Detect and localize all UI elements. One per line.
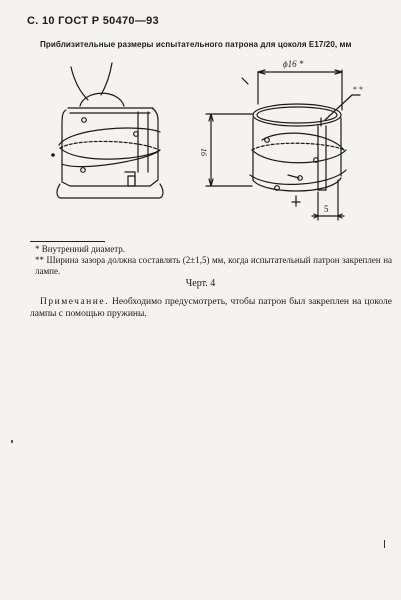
figure-number: Черт. 4 bbox=[185, 278, 216, 289]
socket-drawing bbox=[0, 0, 401, 240]
footnote-gap-width: ** Ширина зазора должна составлять (2±1,5) мм, когда испытательный патрон закреплен на лампе. bbox=[35, 255, 392, 276]
margin-mark bbox=[384, 540, 385, 548]
figure-caption: Приблизительные размеры испытательного патрона для цоколя Е17/20, мм bbox=[40, 40, 352, 49]
note-text: Необходимо предусмотреть, чтобы патрон был закреплен на цоколе лампы с помощью пружины. bbox=[30, 297, 392, 319]
note-label: Примечание. bbox=[40, 297, 109, 307]
gap-dimension-label: 5 bbox=[324, 204, 329, 214]
footnotes bbox=[30, 244, 392, 277]
margin-speck bbox=[11, 440, 13, 443]
footnote-inner-diameter: * Внутренний диаметр. bbox=[35, 244, 125, 254]
footnote-rule bbox=[30, 241, 105, 242]
right-socket-view bbox=[206, 70, 360, 220]
note-paragraph bbox=[30, 296, 392, 320]
diameter-dimension-label: ϕ16 * bbox=[283, 59, 304, 69]
left-socket-view bbox=[57, 63, 163, 198]
double-star-marker: * * bbox=[353, 85, 363, 94]
height-dimension-label: 16 bbox=[199, 148, 208, 156]
page-header: С. 10 ГОСТ Р 50470—93 bbox=[27, 15, 159, 27]
